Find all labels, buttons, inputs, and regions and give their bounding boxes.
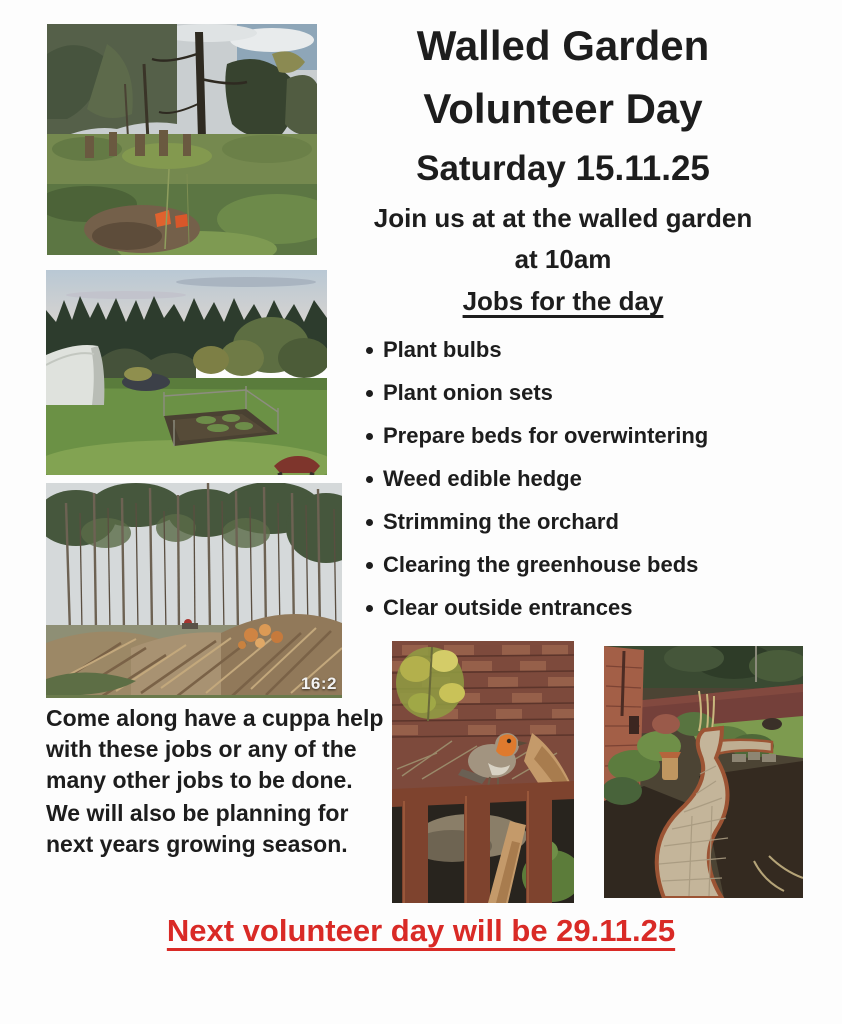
job-item [366,381,708,404]
bullet-icon [366,347,373,354]
job-item-label: Plant onion sets [383,380,553,405]
photo-garden-polytunnel [46,270,327,475]
job-item-label: Prepare beds for overwintering [383,423,709,448]
photo-garden-path [604,646,803,898]
job-item [366,424,708,447]
job-item [366,510,708,533]
job-item-label: Plant bulbs [383,337,502,362]
bullet-icon [366,562,373,569]
job-item [366,338,708,361]
planning-paragraph [46,798,386,860]
photo-log-pile [46,483,342,698]
bullet-icon [366,390,373,397]
forest-clearing-illustration [47,24,317,255]
garden-polytunnel-illustration [46,270,327,475]
job-item-label: Clear outside entrances [383,595,633,620]
log-pile-illustration [46,483,342,698]
photo-forest-clearing [47,24,317,255]
page-title-line2: Volunteer Day [423,85,703,132]
page-title-line1: Walled Garden [416,22,710,69]
jobs-heading: Jobs for the day [462,286,664,316]
job-item [366,467,708,490]
paragraph-line: Come along have a cuppa help [46,705,384,731]
job-item-label: Weed edible hedge [383,466,582,491]
bullet-icon [366,605,373,612]
jobs-list [366,338,708,639]
next-volunteer-day-notice [0,913,842,949]
bullet-icon [366,433,373,440]
job-item-label: Strimming the orchard [383,509,619,534]
paragraph-line: next years growing season. [46,831,348,857]
paragraph-line: with these jobs or any of the [46,736,357,762]
bullet-icon [366,476,373,483]
paragraph-line: many other jobs to be done. [46,767,353,793]
next-volunteer-day-text: Next volunteer day will be 29.11.25 [166,913,676,948]
paragraph-line: We will also be planning for [46,800,349,826]
robin-illustration [392,641,574,903]
job-item-label: Clearing the greenhouse beds [383,552,699,577]
photo-robin [392,641,574,903]
event-date: Saturday 15.11.25 [416,149,710,188]
come-along-paragraph [46,703,386,796]
bullet-icon [366,519,373,526]
event-time: at 10am [514,244,612,274]
job-item [366,553,708,576]
invite-text: Join us at at the walled garden [373,203,753,233]
garden-path-illustration [604,646,803,898]
job-item [366,596,708,619]
video-timestamp: 16:2 [300,674,337,693]
